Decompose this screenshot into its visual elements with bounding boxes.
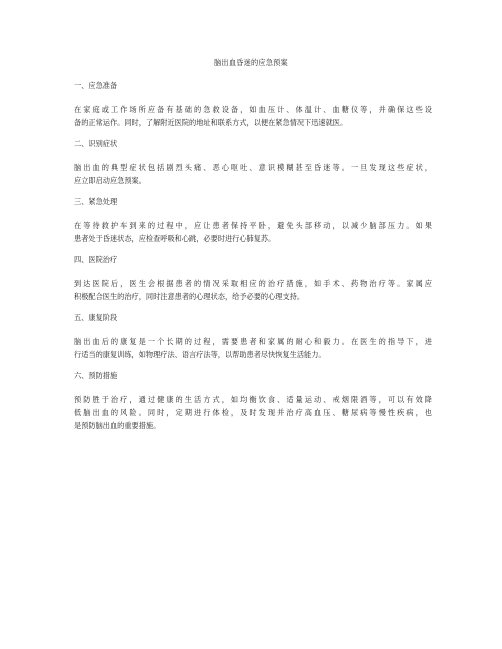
paragraph-line: 到达医院后，医生会根据患者的情况采取相应的治疗措施，如手术、药物治疗等。家属应	[74, 279, 432, 288]
section-heading: 六、预防措施	[74, 371, 118, 380]
section-identify-symptoms	[74, 139, 432, 187]
paragraph-line: 行适当的康复训练，如物理疗法、语言疗法等，以帮助患者尽快恢复生活能力。	[74, 350, 326, 359]
section-paragraph	[74, 393, 432, 432]
paragraph-line: 脑出血后的康复是一个长期的过程，需要患者和家属的耐心和毅力。在医生的指导下，进	[74, 337, 432, 346]
section-prevention	[74, 371, 432, 432]
section-heading: 四、医院治疗	[74, 255, 118, 264]
section-paragraph	[74, 161, 432, 187]
paragraph-line: 备的正常运作。同时，了解附近医院的地址和联系方式，以便在紧急情况下迅速就医。	[74, 118, 348, 127]
section-hospital-treatment	[74, 255, 432, 303]
section-paragraph	[74, 277, 432, 303]
paragraph-line: 预防胜于治疗，通过健康的生活方式，如均衡饮食、适量运动、戒烟限酒等，可以有效降	[74, 395, 432, 404]
section-paragraph	[74, 219, 432, 245]
section-heading: 二、识别症状	[74, 139, 118, 148]
section-heading: 五、康复阶段	[74, 313, 118, 322]
document-title: 脑出血昏迷的应急预案	[214, 58, 288, 67]
section-heading: 一、应急准备	[74, 81, 118, 90]
section-emergency-handling	[74, 197, 432, 245]
paragraph-line: 应立即启动应急预案。	[74, 176, 146, 185]
paragraph-line: 脑出血的典型症状包括剧烈头痛、恶心呕吐、意识模糊甚至昏迷等。一旦发现这些症状，	[74, 163, 432, 172]
paragraph-line: 是预防脑出血的重要措施。	[74, 421, 161, 430]
paragraph-line: 低脑出血的风险。同时，定期进行体检，及时发现并治疗高血压、糖尿病等慢性疾病，也	[74, 408, 432, 417]
paragraph-line: 在等待救护车到来的过程中，应让患者保持平卧，避免头部移动，以减少脑部压力。如果	[74, 221, 432, 230]
section-paragraph	[74, 103, 432, 129]
section-paragraph	[74, 335, 432, 361]
section-heading: 三、紧急处理	[74, 197, 118, 206]
paragraph-line: 积极配合医生的治疗，同时注意患者的心理状态，给予必要的心理支持。	[74, 292, 305, 301]
paragraph-line: 在家庭或工作场所应备有基础的急救设备，如血压计、体温计、血糖仪等，并确保这些设	[74, 105, 432, 114]
paragraph-line: 患者处于昏迷状态，应检查呼吸和心跳，必要时进行心肺复苏。	[74, 234, 276, 243]
section-rehabilitation	[74, 313, 432, 361]
section-emergency-preparation	[74, 81, 432, 129]
